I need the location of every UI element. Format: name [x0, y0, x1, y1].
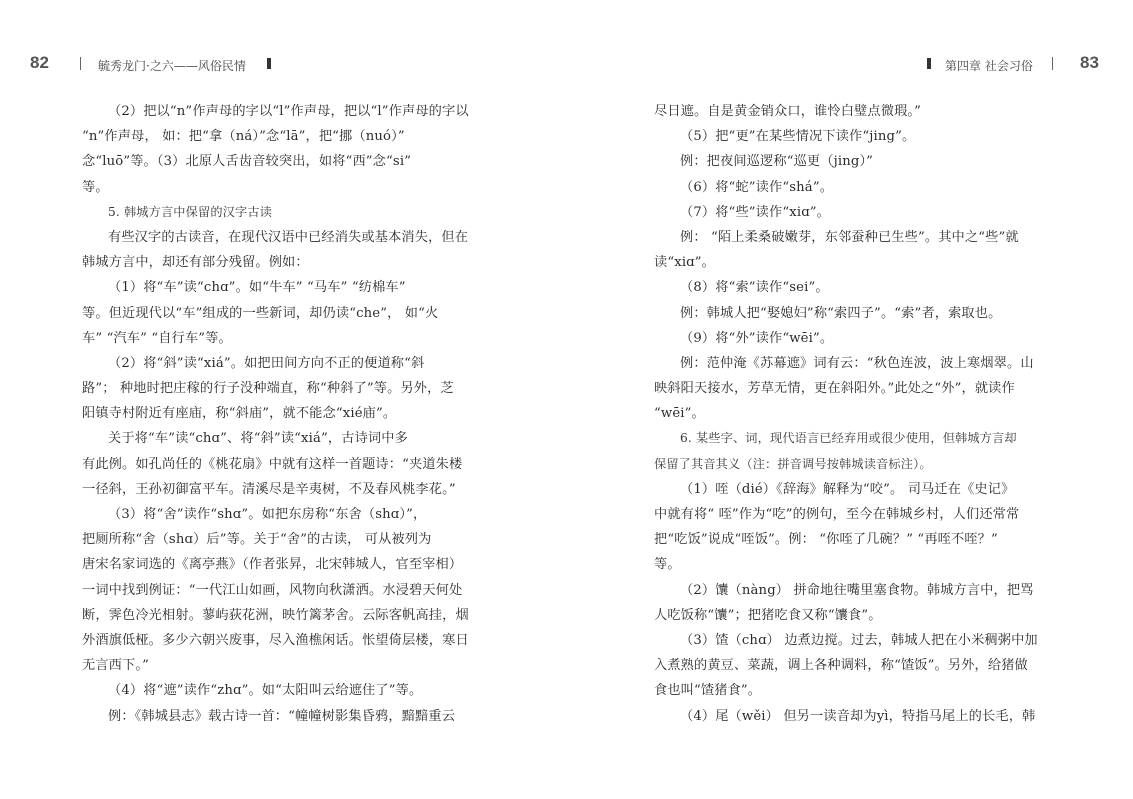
- text-line: （3）将“舍”读作“shɑ”。如把东房称“东舍（shɑ）”，: [108, 507, 427, 522]
- text-line: （1）将“车”读“chɑ”。如“牛车” “马车” “纺棉车”: [108, 280, 406, 296]
- text-line: 5. 韩城方言中保留的汉字古读: [108, 204, 273, 219]
- right-running-title: 第四章 社会习俗: [945, 59, 1033, 73]
- header-separator: [80, 57, 81, 70]
- text-line: （4）将“遮”读作“zhɑ”。如“太阳叫云给遮住了”等。: [108, 683, 423, 699]
- text-line: 一词中找到例证：“一代江山如画，风物向秋潇洒。水浸碧天何处: [82, 582, 463, 598]
- text-line: 把“吃饭”说成“咥饭”。例： “你咥了几碗？” “再咥不咥？”: [654, 532, 998, 548]
- text-line: 等。但近现代以“车”组成的一些新词，却仍读“che”， 如“火: [82, 305, 439, 321]
- header-separator: [1052, 57, 1053, 70]
- text-line: 映斜阳天接水，芳草无情，更在斜阳外。”此处之“外”，就读作: [654, 381, 1015, 397]
- text-line: 食也叫“馇猪食”。: [654, 683, 762, 699]
- right-page-body: [654, 99, 1052, 729]
- text-line: 有此例。如孔尚任的《桃花扇》中就有这样一首题诗：“夹道朱楼: [82, 456, 463, 472]
- text-line: “n”作声母， 如：把“拿（ná）”念“lā”，把“挪（nuó）”: [82, 129, 405, 145]
- text-line: 阳镇寺村附近有座庙，称“斜庙”，就不能念“xié庙”。: [82, 406, 397, 422]
- text-line: （2）将“斜”读“xiá”。如把田间方向不正的便道称“斜: [108, 355, 425, 371]
- text-line: 外酒旗低桠。多少六朝兴废事，尽入渔樵闲话。怅望倚层楼，寒日: [82, 632, 469, 648]
- text-line: （7）将“些”读作“xiɑ”。: [680, 204, 831, 220]
- text-line: （8）将“索”读作“sei”。: [680, 280, 829, 296]
- text-line: （9）将“外”读作“wēi”。: [680, 330, 834, 346]
- text-line: “wēi”。: [654, 406, 705, 422]
- text-line: 尽日遮。自是黄金销众口，谁怜白璧点微瑕。”: [654, 104, 922, 119]
- text-line: 入煮熟的黄豆、菜蔬，调上各种调料，称“馇饭”。另外，给猪做: [654, 658, 1028, 674]
- left-page-number: 82: [30, 53, 49, 72]
- text-line: （3）馇（chɑ） 边煮边搅。过去，韩城人把在小米稠粥中加: [680, 632, 1038, 648]
- text-line: 念“luō”等。（3）北原人舌齿音较突出，如将“西”念“si”: [82, 154, 412, 170]
- left-running-title: 毓秀龙门·之六——风俗民情: [98, 59, 246, 73]
- text-line: 读“xiɑ”。: [654, 255, 716, 271]
- text-line: 例：韩城人把“娶媳妇”称“索四子”。“索”者，索取也。: [680, 305, 1002, 321]
- text-line: 关于将“车”读“chɑ”、将“斜”读“xiá”，古诗词中多: [108, 431, 408, 447]
- header-marker: [267, 58, 271, 69]
- text-line: 等。: [654, 557, 681, 573]
- text-line: 车” “汽车” “自行车”等。: [82, 330, 232, 346]
- text-line: 例：把夜间巡逻称“巡更（jing）”: [680, 154, 874, 170]
- text-line: 有些汉字的古读音，在现代汉语中已经消失或基本消失，但在: [108, 229, 469, 245]
- text-line: （1）咥（dié）《辞海》解释为“咬”。 司马迁在《史记》: [680, 481, 1015, 497]
- text-line: （2）把以“n”作声母的字以“l”作声母，把以“l”作声母的字以: [108, 104, 469, 119]
- text-line: 保留了其音其义（注：拼音调号按韩城读音标注）。: [654, 456, 932, 471]
- text-line: （2）馕（nàng） 拼命地往嘴里塞食物。韩城方言中，把骂: [680, 582, 1034, 598]
- text-line: 例：《韩城县志》载古诗一首：“幢幢树影集昏鸦，黯黯重云: [108, 708, 456, 724]
- text-line: 一径斜，王孙初御富平车。清溪尽是辛夷树，不及春风桃李花。”: [82, 481, 456, 497]
- text-line: 无言西下。”: [82, 658, 149, 674]
- text-line: 中就有将“ 咥”作为“吃”的例句，至今在韩城乡村，人们还常常: [654, 507, 1020, 522]
- text-line: （5）把“更”在某些情况下读作“jing”。: [680, 129, 916, 145]
- text-line: 6. 某些字、词，现代语言已经弃用或很少使用，但韩城方言却: [680, 431, 1017, 446]
- text-line: 韩城方言中，却还有部分残留。例如：: [82, 255, 309, 271]
- text-line: 把厕所称“舍（shɑ）后”等。关于“舍”的古读， 可从被列为: [82, 532, 432, 548]
- left-page-body: [82, 99, 480, 729]
- text-line: 例： “陌上柔桑破嫩芽，东邻蚕种已生些”。其中之“些”就: [680, 229, 1019, 245]
- text-line: 断，霁色冷光相射。蓼屿荻花洲，映竹篱茅舍。云际客帆高挂，烟: [82, 607, 469, 623]
- right-page-number: 83: [1080, 53, 1099, 72]
- text-line: 唐宋名家词选的《离亭燕》（作者张昇，北宋韩城人，官至宰相）: [82, 557, 463, 573]
- text-line: （6）将“蛇”读作“shá”。: [680, 179, 834, 195]
- text-line: 路”； 种地时把庄稼的行子没种端直，称“种斜了”等。另外，芝: [82, 381, 454, 397]
- text-line: 例：范仲淹《苏幕遮》词有云：“秋色连波，波上寒烟翠。山: [680, 355, 1034, 371]
- text-line: 等。: [82, 179, 109, 195]
- text-line: （4）尾（wěi） 但另一读音却为yì，特指马尾上的长毛，韩: [680, 708, 1036, 724]
- header-marker: [927, 58, 931, 69]
- text-line: 人吃饭称“馕”；把猪吃食又称“馕食”。: [654, 607, 882, 623]
